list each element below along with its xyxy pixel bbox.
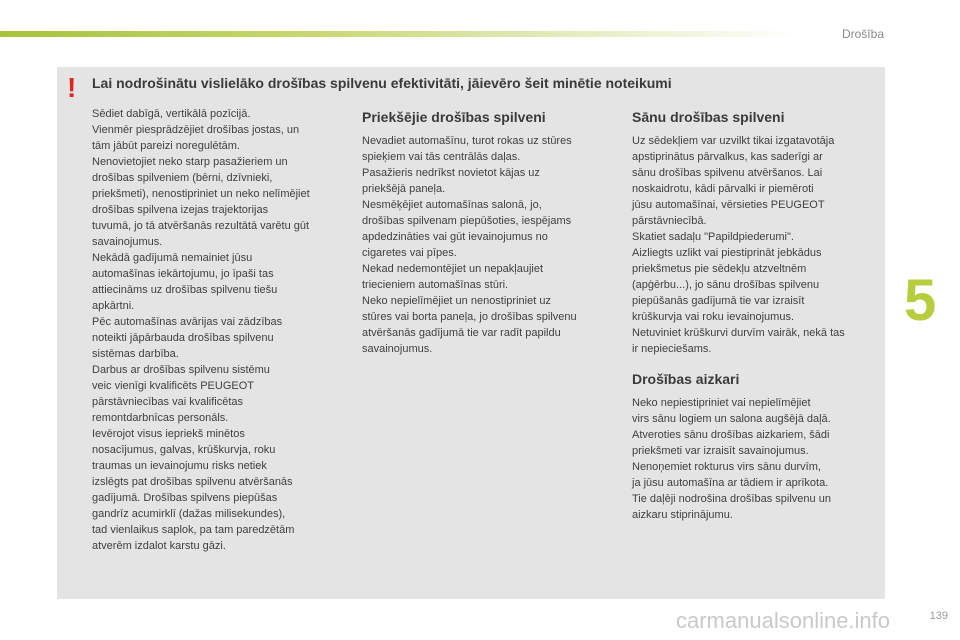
- general-rules-column: [92, 106, 346, 554]
- text-line: Skatiet sadaļu "Papildpiederumi".: [632, 231, 794, 243]
- side-airbags-text: [632, 133, 882, 357]
- text-line: Darbus ar drošības spilvenu sistēmu: [92, 364, 270, 376]
- text-line: drošības spilvenam piepūšoties, iespējams: [362, 215, 572, 227]
- text-line: priekšmetus pie sēdekļu atzveltnēm: [632, 263, 807, 275]
- text-line: noskaidrotu, kādi pārvalki ir piemēroti: [632, 183, 814, 195]
- text-line: remontdarbnīcas personāls.: [92, 412, 229, 424]
- text-line: atverēm izdalot karstu gāzi.: [92, 540, 226, 552]
- text-line: gadījumā. Drošības spilvens piepūšas: [92, 492, 278, 504]
- text-line: tad vienlaikus saplok, pa tam paredzētām: [92, 524, 295, 536]
- side-airbags-heading: Sānu drošības spilveni: [632, 109, 785, 125]
- watermark: carmanualsonline.info: [676, 608, 891, 633]
- front-airbags-column: [362, 108, 618, 357]
- curtain-airbags-text: [632, 395, 882, 523]
- text-line: krūškurvja vai roku ievainojumus.: [632, 311, 795, 323]
- text-line: tuvumā, jo tā atvēršanās rezultātā varētu gūt: [92, 220, 310, 232]
- text-line: apkārtni.: [92, 300, 135, 312]
- text-line: priekšmeti), nenostipriniet un neko nelīmējiet: [92, 188, 310, 200]
- text-line: Aizliegts uzlikt vai piestiprināt jebkādus: [632, 247, 822, 259]
- text-line: Nesmēķējiet automašīnas salonā, jo,: [362, 199, 542, 211]
- text-line: aizkaru stiprinājumu.: [632, 509, 733, 521]
- text-line: Sēdiet dabīgā, vertikālā pozīcijā.: [92, 108, 251, 120]
- text-line: noteikti jāpārbauda drošības spilvenu: [92, 332, 274, 344]
- text-line: apstiprinātus pārvalkus, kas saderīgi ar: [632, 151, 823, 163]
- section-title: Drošība: [841, 27, 884, 41]
- text-line: Nenoņemiet rokturus virs sānu durvīm,: [632, 461, 821, 473]
- text-line: Neko nepiestipriniet vai nepielīmējiet: [632, 397, 811, 409]
- text-line: ja jūsu automašīna ar tādiem ir aprīkota.: [632, 477, 829, 489]
- front-airbags-heading: Priekšējie drošības spilveni: [362, 109, 546, 125]
- text-line: automašīnas iekārtojumu, jo īpaši tas: [92, 268, 274, 280]
- text-line: Vienmēr piesprādzējiet drošības jostas, un: [92, 124, 300, 136]
- curtain-airbags-heading: Drošības aizkari: [632, 371, 740, 387]
- text-line: savainojumus.: [362, 343, 433, 355]
- text-line: Nevadiet automašīnu, turot rokas uz stūres: [362, 135, 572, 147]
- text-line: Nenovietojiet neko starp pasažieriem un: [92, 156, 288, 168]
- curtain-airbags-column: [632, 370, 882, 523]
- text-line: veic vienīgi kvalificēts PEUGEOT: [92, 380, 254, 392]
- text-line: Pēc automašīnas avārijas vai zādzības: [92, 316, 283, 328]
- text-line: piepūšanās gadījumā tie var izraisīt: [632, 295, 805, 307]
- text-line: virs sānu logiem un salona augšējā daļā.: [632, 413, 831, 425]
- text-line: cigaretes vai pīpes.: [362, 247, 457, 259]
- text-line: apdedzināties vai gūt ievainojumus no: [362, 231, 548, 243]
- general-rules-text: [92, 106, 346, 554]
- text-line: Nekad nedemontējiet un nepakļaujiet: [362, 263, 544, 275]
- text-line: (apģērbu...), jo sānu drošības spilvenu: [632, 279, 820, 291]
- text-line: Tie daļēji nodrošina drošības spilvenu un: [632, 493, 831, 505]
- text-line: Uz sēdekļiem var uzvilkt tikai izgatavotāja: [632, 135, 835, 147]
- text-line: attiecināms uz drošības spilvenu tiešu: [92, 284, 278, 296]
- text-line: sānu drošības spilvenu atvēršanos. Lai: [632, 167, 823, 179]
- text-line: nosacījumus, galvas, krūškurvja, roku: [92, 444, 276, 456]
- text-line: izslēgts pat drošības spilvenu atvēršanās: [92, 476, 293, 488]
- text-line: Neko nepielīmējiet un nenostipriniet uz: [362, 295, 551, 307]
- text-line: drošības spilvena izejas trajektorijas: [92, 204, 269, 216]
- text-line: savainojumus.: [92, 236, 163, 248]
- text-line: pārstāvniecības vai kvalificētas: [92, 396, 244, 408]
- text-line: gandrīz acumirklī (dažas milisekundes),: [92, 508, 286, 520]
- panel-title: Lai nodrošinātu vislielāko drošības spilvenu efektivitāti, jāievēro šeit minētie noteikumi: [92, 75, 672, 91]
- text-line: jūsu automašīnai, vērsieties PEUGEOT: [632, 199, 825, 211]
- side-airbags-column: [632, 108, 882, 357]
- text-line: atvēršanās gadījumā tie var radīt papildu: [362, 327, 561, 339]
- front-airbags-text: [362, 133, 618, 357]
- text-line: spieķiem vai tās centrālās daļas.: [362, 151, 521, 163]
- text-line: Netuviniet krūškurvi durvīm vairāk, nekā tas: [632, 327, 845, 339]
- warning-exclamation-icon: !: [67, 72, 77, 103]
- chapter-number: 5: [904, 268, 937, 333]
- text-line: Atveroties sānu drošības aizkariem, šādi: [632, 429, 830, 441]
- text-line: Pasažieris nedrīkst novietot kājas uz: [362, 167, 540, 179]
- text-line: Nekādā gadījumā nemainiet jūsu: [92, 252, 253, 264]
- text-line: priekšmeti var izraisīt savainojumus.: [632, 445, 809, 457]
- page-number: 139: [929, 610, 948, 622]
- text-line: tām jābūt pareizi noregulētām.: [92, 140, 240, 152]
- text-line: drošības spilveniem (bērni, dzīvnieki,: [92, 172, 273, 184]
- text-line: Ievērojot visus iepriekš minētos: [92, 428, 245, 440]
- text-line: triecieniem automašīnas stūri.: [362, 279, 509, 291]
- text-line: ir nepieciešams.: [632, 343, 712, 355]
- header-accent-bar: [0, 31, 800, 37]
- text-line: sistēmas darbība.: [92, 348, 179, 360]
- text-line: stūres vai borta paneļa, jo drošības spilvenu: [362, 311, 577, 323]
- text-line: priekšējā paneļa.: [362, 183, 446, 195]
- text-line: pārstāvniecībā.: [632, 215, 707, 227]
- text-line: traumas un ievainojumu risks netiek: [92, 460, 267, 472]
